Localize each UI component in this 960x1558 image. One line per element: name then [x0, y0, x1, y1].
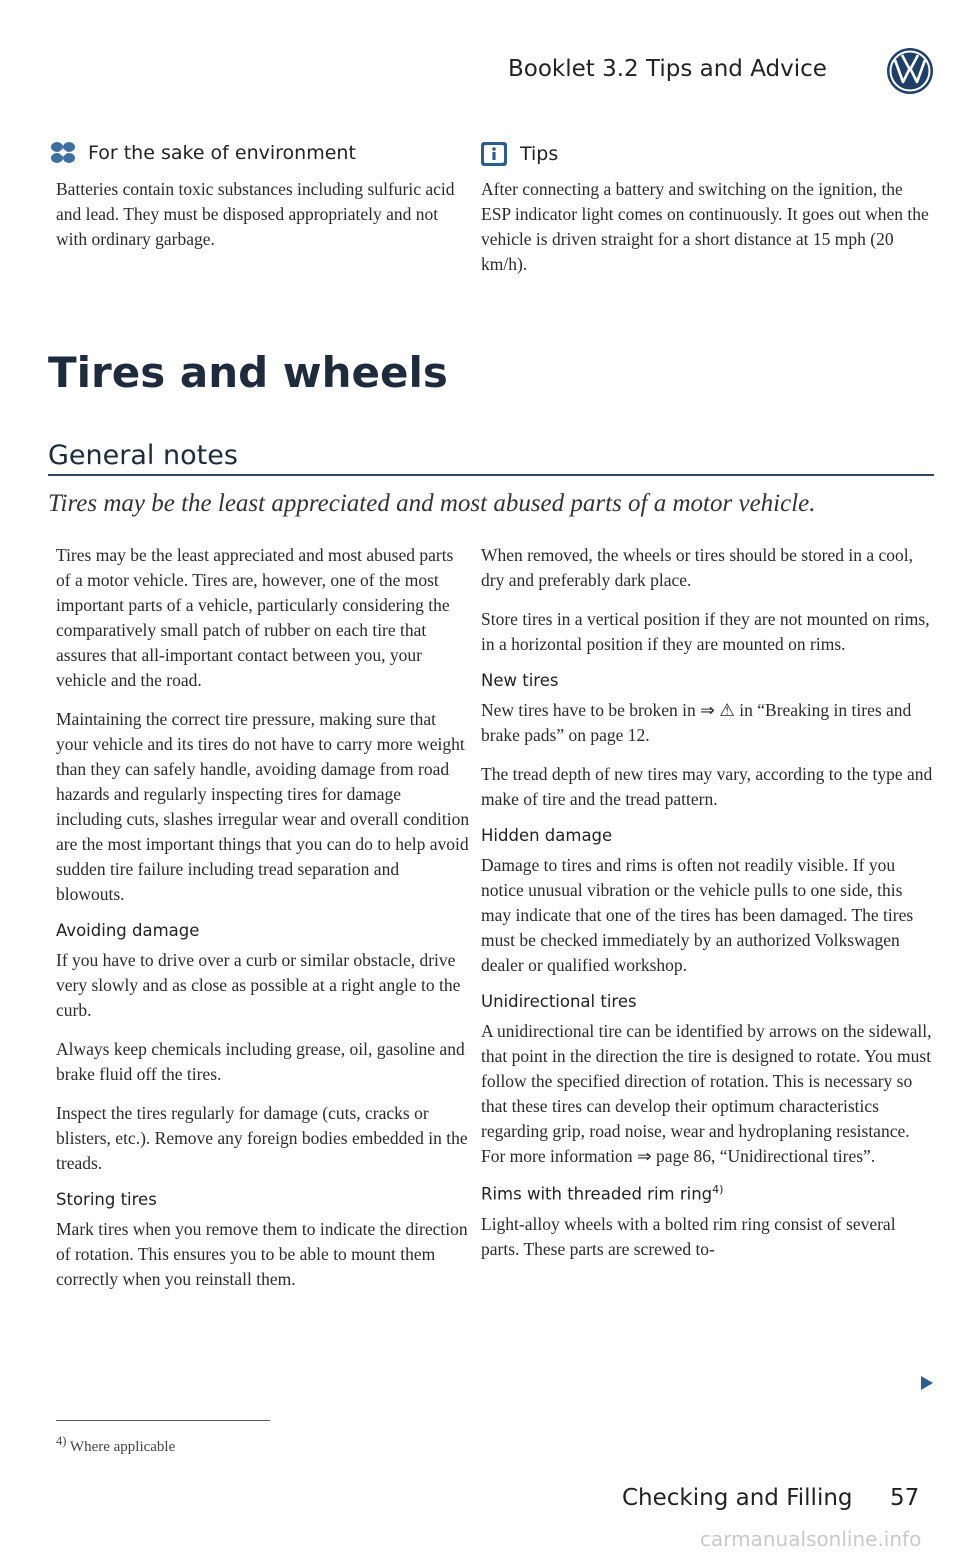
tips-text: After connecting a battery and switching on the ignition, the ESP indicator light comes on continuously. It goes out when the vehicle is driven straight for a short distance at 15 mph (20 km/h).: [481, 179, 929, 274]
heading-unidirectional-tires: Unidirectional tires: [481, 992, 637, 1011]
paragraph: Damage to tires and rims is often not readily visible. If you notice unusual vibration or the vehicle pulls to one side, this may indicate that one of the tires has been damaged. The tires must be checked immediately by an authorized Volkswagen dealer or qualified workshop.: [481, 855, 914, 975]
heading-storing-tires: Storing tires: [56, 1190, 157, 1209]
paragraph: A unidirectional tire can be identified by arrows on the sidewall, that point in the direction the tire is designed to rotate. You must follow the specified direction of rotation. This is necessary so that these tires can develop their optimum characteristics regarding grip, road noise, wear and hydroplaning resistance. For more information ⇒ page 86, “Unidirectional tires”.: [481, 1021, 932, 1166]
section-title: Tires and wheels: [48, 348, 448, 397]
paragraph: Store tires in a vertical position if they are not mounted on rims, in a horizontal position if they are mounted on rims.: [481, 609, 930, 654]
environment-heading-text: For the sake of environment: [88, 142, 356, 164]
footnote-text: Where applicable: [69, 1439, 176, 1455]
heading-hidden-damage: Hidden damage: [481, 826, 613, 845]
paragraph: If you have to drive over a curb or similar obstacle, drive very slowly and as close as possible at a right angle to the curb.: [56, 950, 461, 1020]
section-intro: Tires may be the least appreciated and most abused parts of a motor vehicle.: [48, 490, 816, 517]
footnote-divider: [56, 1420, 270, 1421]
paragraph: Mark tires when you remove them to indicate the direction of rotation. This ensures you to be able to mount them correctly when you reinstall them.: [56, 1219, 468, 1289]
heading-new-tires: New tires: [481, 671, 559, 690]
info-icon: [480, 140, 510, 168]
left-column: [56, 543, 470, 1306]
paragraph: Maintaining the correct tire pressure, making sure that your vehicle and its tires do not have to carry more weight than they can safely handle, avoiding damage from road hazards and regularly inspecting tires for damage including cuts, slashes irregular wear and overall condition are the most important things that you can do to help avoid sudden tire failure including tread separation and blowouts.: [56, 709, 470, 904]
footnote-marker: 4): [56, 1434, 67, 1448]
page-header-title: Booklet 3.2 Tips and Advice: [508, 56, 827, 82]
footnote-reference: 4): [712, 1183, 724, 1196]
paragraph: Inspect the tires regularly for damage (cuts, cracks or blisters, etc.). Remove any foreign bodies embedded in the treads.: [56, 1103, 468, 1173]
paragraph: The tread depth of new tires may vary, according to the type and make of tire and the tread pattern.: [481, 764, 933, 809]
paragraph: Always keep chemicals including grease, oil, gasoline and brake fluid off the tires.: [56, 1039, 465, 1084]
subsection-title: General notes: [48, 440, 238, 471]
environment-text: Batteries contain toxic substances including sulfuric acid and lead. They must be disposed appropriately and not with ordinary garbage.: [56, 179, 455, 249]
heading-rims-threaded: [481, 1183, 933, 1204]
heading-avoiding-damage: Avoiding damage: [56, 921, 200, 940]
paragraph: When removed, the wheels or tires should be stored in a cool, dry and preferably dark place.: [481, 545, 914, 590]
environment-heading: [48, 140, 356, 166]
paragraph: Tires may be the least appreciated and most abused parts of a motor vehicle. Tires are, however, one of the most important parts of a vehicle, particularly considering the comparatively small patch of rubber on each tire that assures that all-important contact between you, your vehicle and the road.: [56, 545, 454, 690]
watermark: carmanualsonline.info: [700, 1527, 922, 1551]
vw-logo-icon: [885, 46, 935, 96]
page-number: 57: [890, 1485, 920, 1511]
right-column: [481, 543, 933, 1276]
environment-icon: [48, 140, 78, 166]
section-divider: [48, 474, 934, 476]
tips-heading-text: Tips: [520, 143, 559, 165]
footer-title: Checking and Filling: [622, 1485, 853, 1511]
footnote: [56, 1434, 175, 1456]
paragraph: New tires have to be broken in ⇒ ⚠ in “Breaking in tires and brake pads” on page 12.: [481, 700, 912, 745]
tips-heading: [480, 140, 558, 168]
paragraph: Light-alloy wheels with a bolted rim ring consist of several parts. These parts are screwed to-: [481, 1213, 896, 1259]
continue-arrow-icon: [920, 1375, 934, 1391]
heading-rims-text: Rims with threaded rim ring: [481, 1184, 713, 1204]
